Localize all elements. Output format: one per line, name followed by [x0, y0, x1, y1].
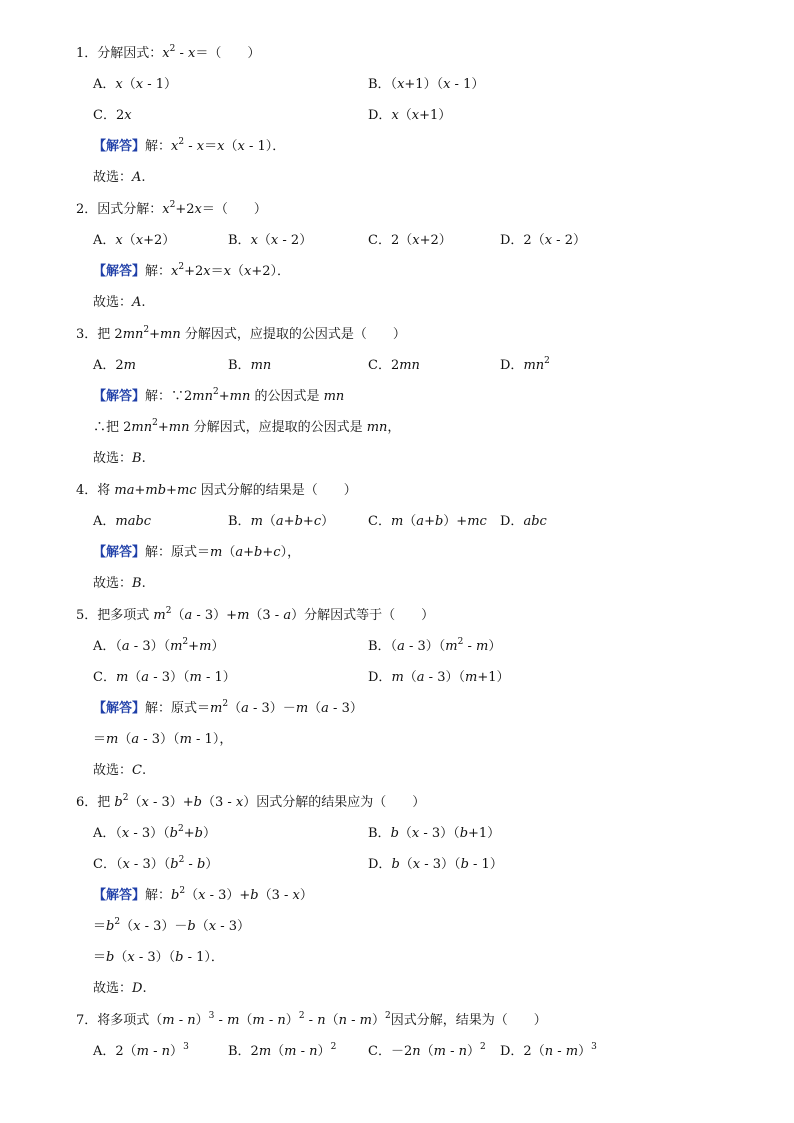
question-1-stem: 1．分解因式：$x^2 - x=$（ ）: [76, 44, 261, 61]
question-7-option-c: C．－2n（m - n）$^2$: [368, 1042, 486, 1059]
question-6-solution-3: ＝b（x - 3）（b - 1）．: [93, 950, 224, 965]
question-6-stem: 6．把 $b^2(x - 3)+b(3 - x)$因式分解的结果应为（ ）: [76, 793, 426, 810]
question-4-answer: 故选：B.: [93, 576, 146, 591]
solution-tag: 【解答】: [93, 545, 146, 560]
question-3-option-c: C．2mn: [368, 358, 420, 373]
question-1-option-d: D．x（x+1）: [368, 108, 452, 123]
question-7-option-a: A．2（m - n）$^3$: [93, 1042, 189, 1059]
question-2-solution: 【解答】解：$x^2+2x=x(x+2)$．: [93, 262, 291, 279]
question-4-stem: 4．将 ma+mb+mc 因式分解的结果是（ ）: [76, 483, 357, 498]
question-2-stem: 2．因式分解：$x^2+2x=$（ ）: [76, 200, 267, 217]
question-3-stem: 3．把 $2mn^2+mn$ 分解因式，应提取的公因式是（ ）: [76, 325, 406, 342]
solution-tag: 【解答】: [93, 389, 146, 404]
solution-tag: 【解答】: [93, 701, 146, 716]
question-5-option-d: D．m（a - 3）（m+1）: [368, 670, 510, 685]
question-6-option-c: C．$(x - 3)(b^2 - b)$: [93, 855, 219, 872]
question-4-option-a: A．mabc: [93, 514, 152, 529]
question-5-stem: 5．把多项式 $m^2(a - 3)+m(3 - a)$分解因式等于（ ）: [76, 606, 435, 623]
question-6-solution-2: $=b^2(x - 3)-b(x - 3)$: [93, 917, 250, 934]
question-1-option-a: A．x（x - 1）: [93, 77, 178, 92]
question-3-answer: 故选：B.: [93, 451, 146, 466]
question-2-answer: 故选：A.: [93, 295, 146, 310]
question-5-option-a: A．$(a - 3)(m^2+m)$: [93, 637, 225, 654]
question-1-solution: 【解答】解：$x^2 - x=x(x - 1)$．: [93, 137, 286, 154]
question-7-stem: 7．将多项式（m - n）$^3$ - m（m - n）$^2$ - n（n - m）$^2$因式分解，结果为（ ）: [76, 1011, 547, 1028]
question-4-option-b: B．m（a+b+c）: [228, 514, 335, 529]
question-4-solution: 【解答】解：原式＝m（a+b+c），: [93, 545, 301, 560]
question-3-option-a: A．2m: [93, 358, 136, 373]
question-6-option-d: D．b（x - 3）（b - 1）: [368, 857, 503, 872]
question-5-solution-1: 【解答】解：原式$=m^2(a - 3)-m(a - 3)$: [93, 699, 363, 716]
question-5-option-c: C．m（a - 3）（m - 1）: [93, 670, 236, 685]
question-6-solution-1: 【解答】解：$b^2(x - 3)+b(3 - x)$: [93, 886, 313, 903]
question-4-option-d: D．abc: [500, 514, 547, 529]
solution-tag: 【解答】: [93, 888, 146, 903]
question-3-option-d: D．$mn^2$: [500, 356, 550, 373]
question-5-answer: 故选：C.: [93, 763, 147, 778]
question-3-option-b: B．mn: [228, 358, 272, 373]
question-2-option-b: B．x（x - 2）: [228, 233, 313, 248]
question-7-option-b: B．2m（m - n）$^2$: [228, 1042, 337, 1059]
question-2-option-c: C．2（x+2）: [368, 233, 452, 248]
question-2-option-d: D．2（x - 2）: [500, 233, 586, 248]
question-2-option-a: A．x（x+2）: [93, 233, 176, 248]
question-6-answer: 故选：D.: [93, 981, 147, 996]
question-3-solution-2: ∴把 $2mn^2+mn$ 分解因式，应提取的公因式是 mn，: [93, 418, 401, 435]
question-5-solution-2: ＝m（a - 3）（m - 1），: [93, 732, 233, 747]
solution-tag: 【解答】: [93, 264, 146, 279]
question-1-answer: 故选：A.: [93, 170, 146, 185]
question-7-option-d: D．2（n - m）$^3$: [500, 1042, 597, 1059]
question-4-option-c: C．m（a+b）+mc: [368, 514, 487, 529]
question-6-option-a: A．$(x - 3)(b^2+b)$: [93, 824, 216, 841]
question-6-option-b: B．b（x - 3）（b+1）: [368, 826, 501, 841]
question-3-solution-1: 【解答】解：$\because 2mn^2+mn$ 的公因式是 mn: [93, 387, 345, 404]
question-5-option-b: B．$(a - 3)(m^2 - m)$: [368, 637, 502, 654]
solution-tag: 【解答】: [93, 139, 146, 154]
question-1-option-b: B．（x+1）（x - 1）: [368, 77, 485, 92]
question-1-option-c: C．2x: [93, 108, 132, 123]
